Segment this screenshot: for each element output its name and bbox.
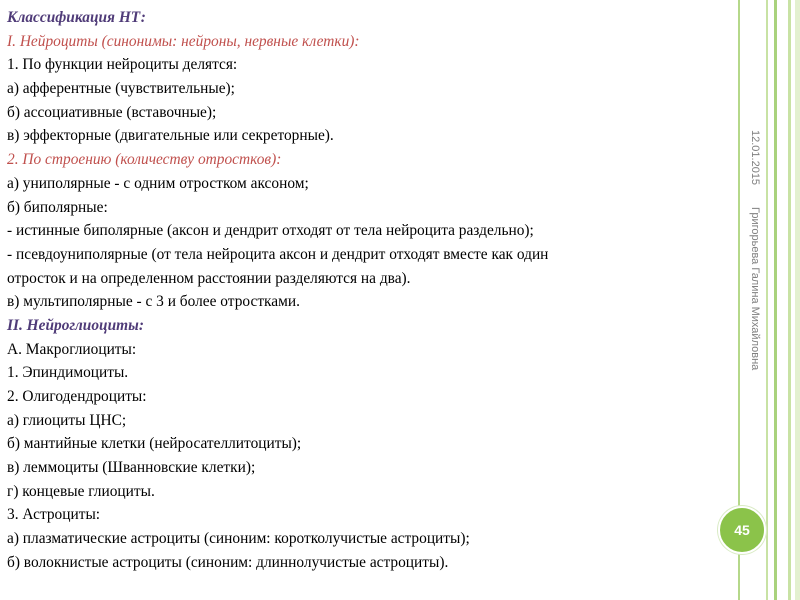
list-item: А. Макроглиоциты: bbox=[7, 340, 137, 358]
page-number-badge: 45 bbox=[718, 506, 766, 554]
border-stripe bbox=[788, 0, 791, 600]
list-item: б) мантийные клетки (нейросателлитоциты); bbox=[7, 435, 302, 453]
list-item: а) униполярные - с одним отростком аксоном; bbox=[7, 174, 309, 192]
list-item: в) эффекторные (двигательные или секреторные). bbox=[7, 127, 334, 145]
slide-author-text: Григорьева Галина Михайловна bbox=[749, 207, 761, 371]
border-stripe bbox=[766, 0, 768, 600]
list-item: 1. Эпиндимоциты. bbox=[7, 364, 129, 382]
slide-date-text: 12.01.2015 bbox=[749, 130, 761, 186]
list-item: в) мультиполярные - с 3 и более отростками. bbox=[7, 293, 300, 311]
list-item: 3. Астроциты: bbox=[7, 506, 101, 524]
border-stripe bbox=[795, 0, 800, 600]
list-item: б) ассоциативные (вставочные); bbox=[7, 103, 217, 121]
list-item: - псевдоуниполярные (от тела нейроцита аксон и дендрит отходят вместе как один bbox=[7, 245, 549, 263]
heading-neuroglia: II. Нейроглиоциты: bbox=[7, 316, 144, 334]
list-item: б) волокнистые астроциты (синоним: длиннолучистые астроциты). bbox=[7, 553, 449, 571]
border-stripe bbox=[774, 0, 777, 600]
list-item: а) плазматические астроциты (синоним: коротколучистые астроциты); bbox=[7, 530, 470, 548]
list-item: - истинные биполярные (аксон и дендрит отходят от тела нейроцита раздельно); bbox=[7, 222, 534, 240]
section-structure: 2. По строению (количеству отростков): bbox=[7, 151, 282, 169]
slide-author bbox=[743, 207, 763, 397]
list-item: б) биполярные: bbox=[7, 198, 108, 216]
list-item: 2. Олигодендроциты: bbox=[7, 388, 147, 405]
list-item: 1. По функции нейроциты делятся: bbox=[7, 56, 238, 74]
list-item: а) глиоциты ЦНС; bbox=[7, 411, 127, 429]
list-item: отросток и на определенном расстоянии разделяются на два). bbox=[7, 269, 411, 287]
list-item: в) леммоциты (Шванновские клетки); bbox=[7, 459, 256, 477]
section-neurocytes: I. Нейроциты (синонимы: нейроны, нервные клетки): bbox=[7, 32, 360, 50]
slide-body bbox=[7, 6, 737, 575]
list-item: а) афферентные (чувствительные); bbox=[7, 80, 235, 98]
list-item: г) концевые глиоциты. bbox=[7, 482, 155, 500]
heading-classification: Классификация НТ: bbox=[7, 9, 146, 26]
